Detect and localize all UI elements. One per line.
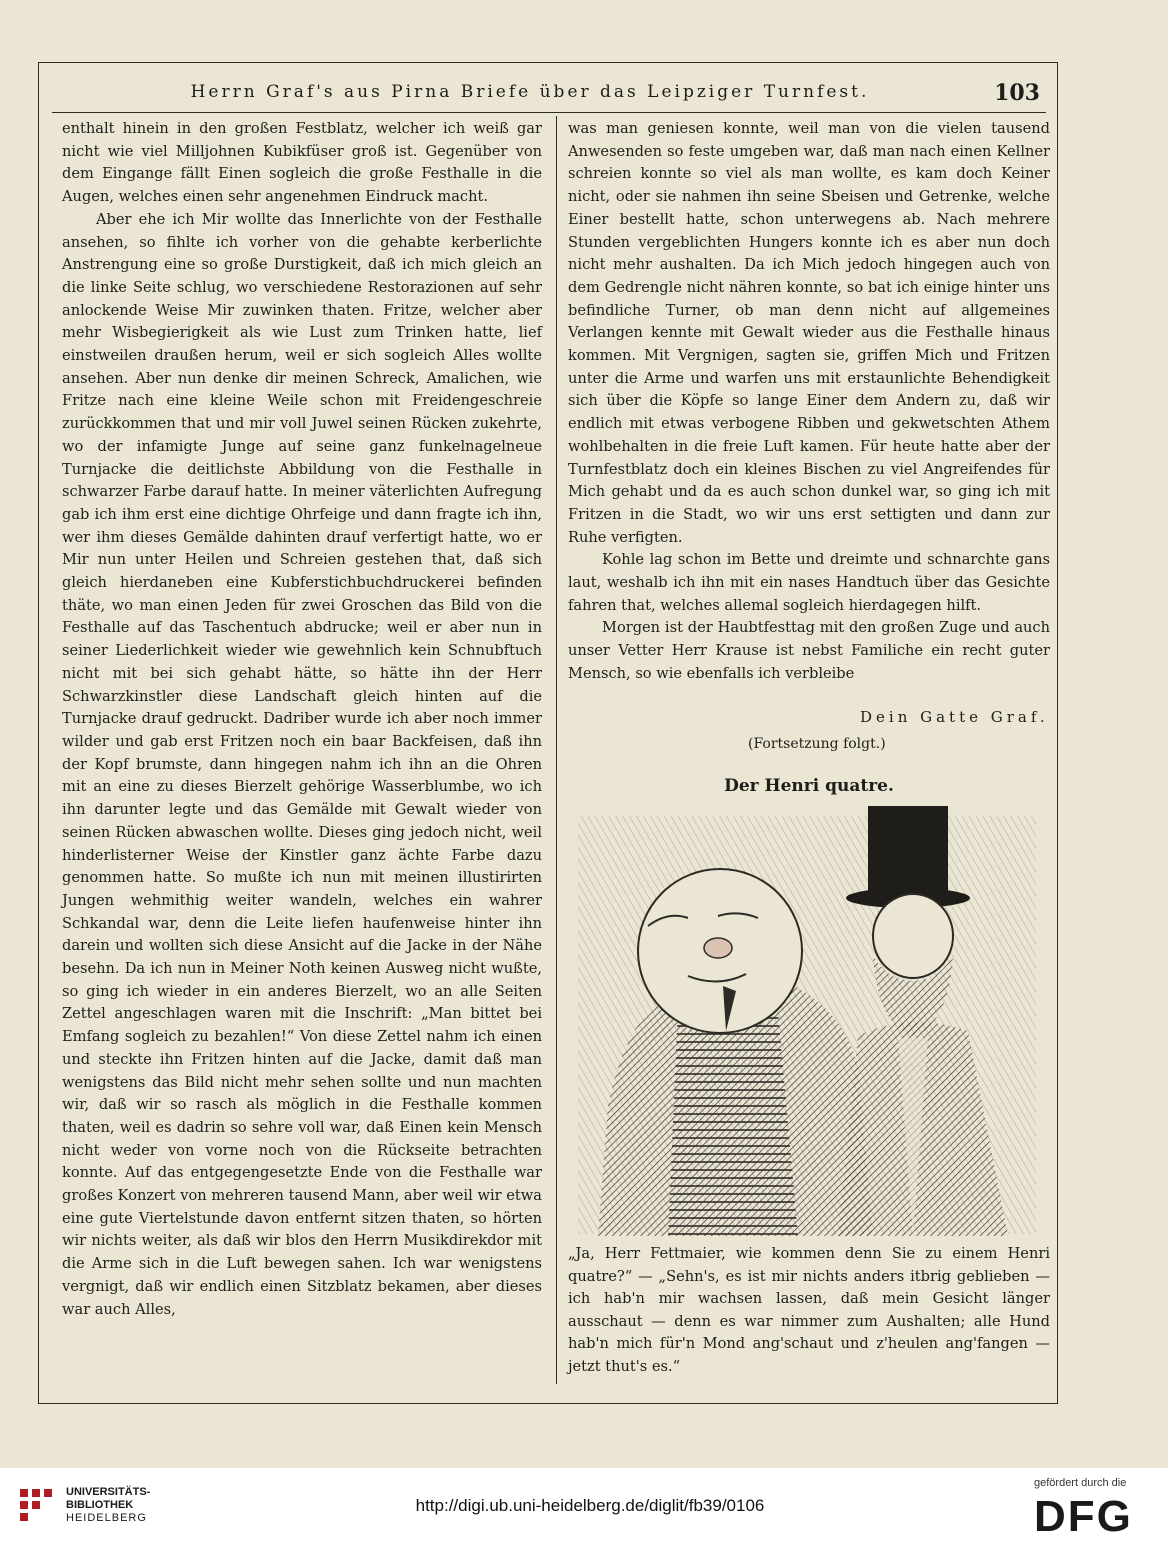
right-paragraph-3: Morgen ist der Haubtfesttag mit den großen Zuge und auch unser Vetter Herr Krause ist nebst Familiche ein recht guter Mensch, so wie ebenfalls ich verbleibe xyxy=(568,619,1050,682)
running-header: Herrn Graf's aus Pirna Briefe über das Leipziger Turnfest. xyxy=(190,82,870,102)
library-name-line-3: HEIDELBERG xyxy=(66,1512,147,1524)
article-title: Der Henri quatre. xyxy=(724,776,894,796)
library-name-line-1: UNIVERSITÄTS- xyxy=(66,1486,151,1498)
right-paragraph-2: Kohle lag schon im Bette und dreimte und schnarchte gans laut, weshalb ich ihn mit ein nases Handtuch über das Gesichte fahren that, welches allemal sogleich hierdagegen hilft. xyxy=(568,551,1050,614)
letter-signature: Dein Gatte Graf. xyxy=(860,708,1049,726)
left-paragraph-1: enthalt hinein in den großen Festblatz, welcher ich weiß gar nicht wie viel Milljohnen Kubikfüser groß ist. Gegenüber von dem Eingange fällt Einen sogleich die große Festhalle in die Augen, welches einen sehr angenehmen Eindruck macht. xyxy=(62,120,542,206)
column-divider xyxy=(556,116,557,1384)
library-name xyxy=(66,1486,150,1525)
permalink-url[interactable]: http://digi.ub.uni-heidelberg.de/diglit/fb39/0106 xyxy=(415,1496,765,1515)
caricature-illustration xyxy=(568,806,1046,1236)
page-number: 103 xyxy=(994,80,1040,106)
funded-by-label: gefördert durch die xyxy=(1034,1477,1127,1489)
continued-note: (Fortsetzung folgt.) xyxy=(748,736,886,752)
left-paragraph-2: Aber ehe ich Mir wollte das Innerlichte von der Festhalle ansehen, so fihlte ich vorher von die gehabte kerberlichte Anstrengung eine so große Durstigkeit, daß ich mich gleich an die linke Seite schlug, wo verschiedene Restorazionen auf sehr anlockende Weise Mir zuwinken thaten. Fritze, welcher aber mehr Wisbegierigkeit als wie Lust zum Trinken hatte, lief einstweilen draußen herum, weil er sich sogleich Alles wollte ansehen. Aber nun denke dir meinen Schreck, Amalichen, wie Fritze nach eine kleine Weile schon mit Freidengeschreie zurückkommen that und mir voll Juwel seinen Rücken zukehrte, wo der infamigte Junge auf seine ganz funkelnagelneue Turnjacke die deitlichste Abbildung von die Festhalle in schwarzer Farbe darauf hatte. In meiner väterlichten Aufregung gab ich ihm erst eine dichtige Ohrfeige und dann fragte ich ihn, wer ihm dieses Gemälde dahinten drauf verfertigt hatte, wo er Mir nun unter Heilen und Schreien gestehen that, daß sich gleich hierdaneben eine Kubferstichbuchdruckerei befinden thäte, wo man einen Jeden für zwei Groschen das Bild von die Festhalle auf das Taschentuch abdrucke; weil er aber nun in seiner Liederlichkeit wieder wie gewehnlich kein Schnubftuch nicht mit bei sich gehabt hätte, so hätte ihn der Herr Schwarzkinstler diese Landschaft gleich hinten auf die Turnjacke drauf gedruckt. Dadriber wurde ich aber noch immer wilder und gab erst Fritzen noch ein baar Backfeisen, daß ihn der Kopf brumste, dann hingegen nahm ich ihn an die Ohren mit an eine zu dieses Bierzelt gehörige Wasserblumbe, wo ich ihn darunter legte und das Gemälde mit Gewalt wieder von seinen Rücken abwaschen wollte. Dieses ging jedoch nicht, weil hinderlisterner Weise der Kinstler ganz ächte Farbe dazu genommen hatte. So mußte ich nun mit meinen illustirirten Jungen wehmithig weiter wandeln, welches ein wahrer Schkandal war, denn die Leite liefen haufenweise hinter ihn darein und wollten sich diese Ansicht auf die Jacke in der Nähe besehn. Da ich nun in Meiner Noth keinen Ausweg nicht wußte, so ging ich wieder in ein anderes Bierzelt, wo an alle Seiten Zettel angeschlagen waren mit die Inschrift: „Man bittet bei Emfang sogleich zu bezahlen!“ Von diese Zettel nahm ich einen und steckte ihn Fritzen hinten auf die Jacke, damit daß man wenigstens das Bild nicht mehr sehen sollte und nun machten wir, daß wir so rasch als möglich in die Festhalle kommen thaten, weil es dadrin so sehre voll war, daß Einen kein Mensch nicht weder von vorne noch von die Rückseite betrachten konnte. Auf das entgegengesetzte Ende von die Festhalle war großes Konzert von mehreren tausend Mann, aber weil wir etwa eine gute Viertelstunde davon entfernt sitzen thaten, so hörten wir nichts weiter, als daß wir blos den Herrn Musikdirekdor mit die Arme sich in die Luft bewegen sahen. Ich war wenigstens vergnigt, daß wir endlich einen Sitzblatz bekamen, aber dieses war auch Alles, xyxy=(62,210,542,1318)
header-rule xyxy=(52,112,1046,113)
right-paragraph-1: was man geniesen konnte, weil man von die vielen tausend Anwesenden so feste umgeben war, daß man nach einen Kellner schreien konnte so viel als man wollte, es kam doch Keiner nicht, oder sie nahmen ihn seine Sbeisen und Getrenke, welche Einer bestellt hatte, schon unterwegens ab. Nach mehrere Stunden vergeblichten Hungers konnte ich es aber nun doch nicht mehr aushalten. Da ich Mich jedoch hingegen auch von dem Gedrengle nicht nähren konnte, so bat ich einige hinter uns befindliche Turner, ob man denn nicht auf allgemeines Verlangen kennte mit Gewalt wieder aus die Festhalle hinaus kommen. Mit Vergnigen, sagten sie, griffen Mich und Fritzen unter die Arme und warfen uns mit erstaunlichte Behendigkeit sich über die Köpfe so lange Einer dem Andern zu, daß wir endlich mit etwas verbogene Ribben und gekwetschten Athem wohlbehalten in die freie Luft kamen. Für heute hatte aber der Turnfestblatz doch ein kleines Bischen zu viel Angreifendes für Mich gehabt und da es auch schon dunkel war, so ging ich mit Fritzen in die Stadt, wo wir uns erst settigten und dann zur Ruhe verfigten. xyxy=(568,120,1050,546)
right-column xyxy=(568,118,1050,686)
university-library-logo-icon xyxy=(14,1483,60,1529)
caption-text: „Ja, Herr Fettmaier, wie kommen denn Sie zu einem Henri quatre?“ — „Sehn's, es ist mir nichts anders itbrig geblieben — ich hab'n mir wachsen lassen, daß mein Gesicht länger ausschaut — denn es war nimmer zum Aushalten; alle Hund hab'n mich für'n Mond ang'schaut und z'heulen ang'fangen — jetzt thut's es.“ xyxy=(568,1245,1050,1375)
illustration-caption xyxy=(568,1243,1050,1379)
library-name-line-2: BIBLIOTHEK xyxy=(66,1499,134,1511)
left-column xyxy=(62,118,542,1321)
dfg-logo: DFG xyxy=(1034,1492,1133,1541)
